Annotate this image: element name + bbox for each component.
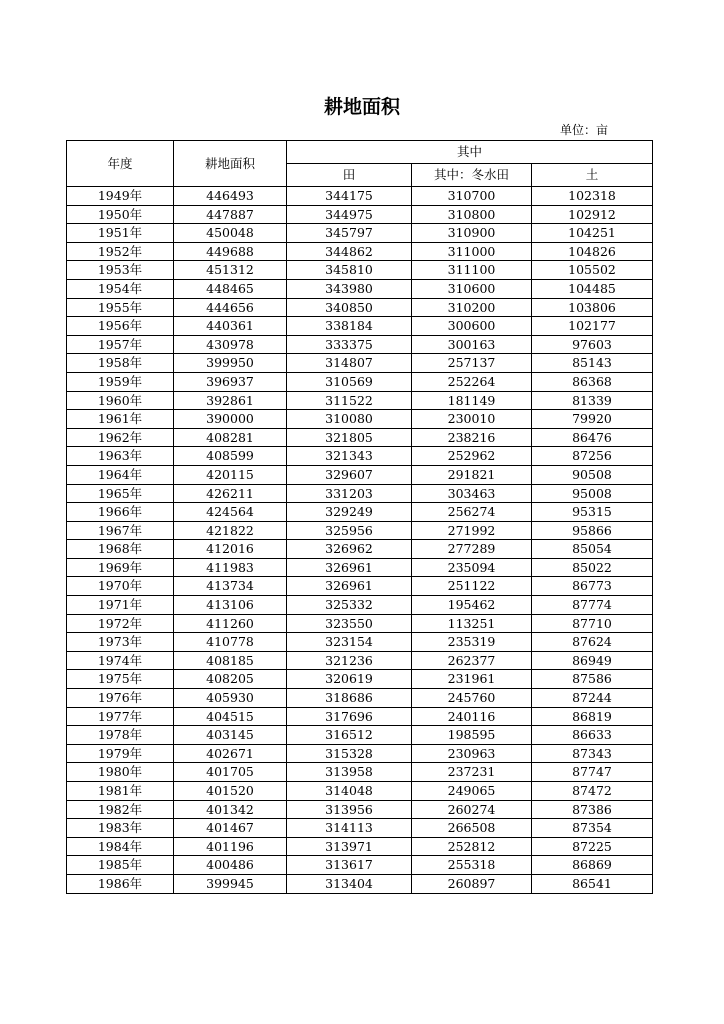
cell-winter-paddy: 310800: [412, 205, 532, 224]
cell-total: 424564: [174, 503, 287, 522]
header-paddy: 田: [287, 164, 412, 187]
cell-winter-paddy: 237231: [412, 763, 532, 782]
cell-year: 1963年: [67, 447, 174, 466]
cell-year: 1972年: [67, 614, 174, 633]
cell-total: 390000: [174, 410, 287, 429]
cell-year: 1983年: [67, 819, 174, 838]
table-row: [67, 577, 653, 596]
cell-dry: 87343: [532, 744, 653, 763]
table-row: [67, 521, 653, 540]
cell-year: 1976年: [67, 689, 174, 708]
cell-paddy: 344175: [287, 187, 412, 206]
table-row: [67, 484, 653, 503]
cell-dry: 103806: [532, 298, 653, 317]
cell-dry: 87586: [532, 670, 653, 689]
cell-paddy: 316512: [287, 726, 412, 745]
cell-paddy: 325956: [287, 521, 412, 540]
cell-dry: 87624: [532, 633, 653, 652]
cell-total: 421822: [174, 521, 287, 540]
cell-year: 1974年: [67, 651, 174, 670]
cell-winter-paddy: 252264: [412, 372, 532, 391]
cell-year: 1970年: [67, 577, 174, 596]
cell-dry: 86773: [532, 577, 653, 596]
table-row: [67, 874, 653, 893]
cell-year: 1956年: [67, 317, 174, 336]
cell-dry: 102912: [532, 205, 653, 224]
table-row: [67, 800, 653, 819]
cell-year: 1961年: [67, 410, 174, 429]
header-group: 其中: [287, 141, 653, 164]
cell-total: 401520: [174, 782, 287, 801]
cell-year: 1982年: [67, 800, 174, 819]
cell-total: 420115: [174, 465, 287, 484]
cell-paddy: 317696: [287, 707, 412, 726]
cell-dry: 105502: [532, 261, 653, 280]
cell-winter-paddy: 310200: [412, 298, 532, 317]
cell-dry: 86949: [532, 651, 653, 670]
cell-paddy: 313617: [287, 856, 412, 875]
cell-paddy: 320619: [287, 670, 412, 689]
cell-year: 1980年: [67, 763, 174, 782]
cell-year: 1975年: [67, 670, 174, 689]
table-row: [67, 744, 653, 763]
cell-year: 1960年: [67, 391, 174, 410]
cell-winter-paddy: 230963: [412, 744, 532, 763]
cell-year: 1957年: [67, 335, 174, 354]
cell-paddy: 338184: [287, 317, 412, 336]
cell-total: 408185: [174, 651, 287, 670]
header-dry: 土: [532, 164, 653, 187]
cell-year: 1981年: [67, 782, 174, 801]
cell-winter-paddy: 240116: [412, 707, 532, 726]
cell-total: 399945: [174, 874, 287, 893]
cell-year: 1952年: [67, 242, 174, 261]
cell-total: 408599: [174, 447, 287, 466]
cell-paddy: 321343: [287, 447, 412, 466]
table-row: [67, 837, 653, 856]
cell-paddy: 315328: [287, 744, 412, 763]
cell-paddy: 325332: [287, 596, 412, 615]
table-row: [67, 298, 653, 317]
table-row: [67, 372, 653, 391]
table-row: [67, 633, 653, 652]
cell-total: 440361: [174, 317, 287, 336]
table-row: [67, 596, 653, 615]
cell-year: 1977年: [67, 707, 174, 726]
cell-year: 1950年: [67, 205, 174, 224]
cell-winter-paddy: 310900: [412, 224, 532, 243]
table-row: [67, 614, 653, 633]
cell-dry: 87256: [532, 447, 653, 466]
cell-dry: 87225: [532, 837, 653, 856]
cell-total: 404515: [174, 707, 287, 726]
cell-winter-paddy: 257137: [412, 354, 532, 373]
cell-winter-paddy: 311000: [412, 242, 532, 261]
table-row: [67, 447, 653, 466]
cell-winter-paddy: 260274: [412, 800, 532, 819]
cell-total: 430978: [174, 335, 287, 354]
table-row: [67, 224, 653, 243]
cell-year: 1985年: [67, 856, 174, 875]
table-row: [67, 707, 653, 726]
cell-paddy: 321805: [287, 428, 412, 447]
cell-winter-paddy: 255318: [412, 856, 532, 875]
table-row: [67, 540, 653, 559]
cell-winter-paddy: 252962: [412, 447, 532, 466]
cell-year: 1951年: [67, 224, 174, 243]
table-row: [67, 428, 653, 447]
cell-paddy: 318686: [287, 689, 412, 708]
cell-paddy: 314807: [287, 354, 412, 373]
cell-winter-paddy: 310700: [412, 187, 532, 206]
cell-winter-paddy: 251122: [412, 577, 532, 596]
cell-paddy: 331203: [287, 484, 412, 503]
cell-winter-paddy: 198595: [412, 726, 532, 745]
cell-winter-paddy: 113251: [412, 614, 532, 633]
cell-total: 401467: [174, 819, 287, 838]
cell-winter-paddy: 195462: [412, 596, 532, 615]
cell-winter-paddy: 235319: [412, 633, 532, 652]
cell-paddy: 313956: [287, 800, 412, 819]
cell-total: 446493: [174, 187, 287, 206]
cell-dry: 86819: [532, 707, 653, 726]
cell-paddy: 326962: [287, 540, 412, 559]
cell-year: 1959年: [67, 372, 174, 391]
cell-winter-paddy: 181149: [412, 391, 532, 410]
table-row: [67, 354, 653, 373]
cell-paddy: 326961: [287, 558, 412, 577]
cell-total: 401705: [174, 763, 287, 782]
cell-total: 410778: [174, 633, 287, 652]
cell-total: 426211: [174, 484, 287, 503]
cell-dry: 85054: [532, 540, 653, 559]
cell-winter-paddy: 311100: [412, 261, 532, 280]
table-row: [67, 763, 653, 782]
cell-total: 396937: [174, 372, 287, 391]
cell-winter-paddy: 235094: [412, 558, 532, 577]
cell-winter-paddy: 262377: [412, 651, 532, 670]
table-row: [67, 782, 653, 801]
cell-year: 1954年: [67, 279, 174, 298]
header-year: 年度: [67, 141, 174, 187]
cell-paddy: 321236: [287, 651, 412, 670]
cell-winter-paddy: 291821: [412, 465, 532, 484]
cell-dry: 104826: [532, 242, 653, 261]
table-row: [67, 856, 653, 875]
cell-total: 399950: [174, 354, 287, 373]
table-row: [67, 465, 653, 484]
cell-year: 1966年: [67, 503, 174, 522]
cell-dry: 87354: [532, 819, 653, 838]
cell-total: 449688: [174, 242, 287, 261]
cell-total: 392861: [174, 391, 287, 410]
cell-year: 1973年: [67, 633, 174, 652]
cell-winter-paddy: 252812: [412, 837, 532, 856]
cell-year: 1978年: [67, 726, 174, 745]
cell-total: 444656: [174, 298, 287, 317]
cell-year: 1949年: [67, 187, 174, 206]
header-total: 耕地面积: [174, 141, 287, 187]
cell-winter-paddy: 230010: [412, 410, 532, 429]
cell-paddy: 314048: [287, 782, 412, 801]
cell-total: 411983: [174, 558, 287, 577]
cell-dry: 90508: [532, 465, 653, 484]
table-row: [67, 187, 653, 206]
cell-dry: 102177: [532, 317, 653, 336]
table-row: [67, 558, 653, 577]
cell-winter-paddy: 245760: [412, 689, 532, 708]
table-row: [67, 726, 653, 745]
table-row: [67, 279, 653, 298]
cell-total: 401196: [174, 837, 287, 856]
cell-paddy: 313958: [287, 763, 412, 782]
cell-year: 1968年: [67, 540, 174, 559]
cell-year: 1986年: [67, 874, 174, 893]
table-row: [67, 670, 653, 689]
cell-dry: 86476: [532, 428, 653, 447]
cell-dry: 95866: [532, 521, 653, 540]
cell-winter-paddy: 266508: [412, 819, 532, 838]
cell-total: 448465: [174, 279, 287, 298]
cell-paddy: 323154: [287, 633, 412, 652]
table-row: [67, 410, 653, 429]
cell-year: 1962年: [67, 428, 174, 447]
cell-dry: 97603: [532, 335, 653, 354]
table-row: [67, 205, 653, 224]
cell-paddy: 333375: [287, 335, 412, 354]
farmland-table: [66, 140, 653, 894]
cell-paddy: 313971: [287, 837, 412, 856]
cell-total: 413734: [174, 577, 287, 596]
cell-winter-paddy: 300163: [412, 335, 532, 354]
table-body: [67, 187, 653, 894]
cell-paddy: 345810: [287, 261, 412, 280]
cell-winter-paddy: 231961: [412, 670, 532, 689]
table-row: [67, 503, 653, 522]
cell-winter-paddy: 271992: [412, 521, 532, 540]
table-row: [67, 689, 653, 708]
cell-total: 451312: [174, 261, 287, 280]
cell-total: 408281: [174, 428, 287, 447]
cell-total: 412016: [174, 540, 287, 559]
cell-year: 1964年: [67, 465, 174, 484]
cell-dry: 87244: [532, 689, 653, 708]
cell-paddy: 345797: [287, 224, 412, 243]
cell-dry: 87710: [532, 614, 653, 633]
cell-total: 408205: [174, 670, 287, 689]
table-row: [67, 819, 653, 838]
page-title: 耕地面积: [323, 96, 400, 118]
table-row: [67, 391, 653, 410]
cell-year: 1969年: [67, 558, 174, 577]
cell-year: 1958年: [67, 354, 174, 373]
cell-total: 400486: [174, 856, 287, 875]
cell-year: 1979年: [67, 744, 174, 763]
cell-dry: 81339: [532, 391, 653, 410]
cell-paddy: 311522: [287, 391, 412, 410]
cell-winter-paddy: 260897: [412, 874, 532, 893]
table-row: [67, 651, 653, 670]
cell-dry: 79920: [532, 410, 653, 429]
cell-total: 403145: [174, 726, 287, 745]
table-row: [67, 261, 653, 280]
cell-year: 1984年: [67, 837, 174, 856]
cell-dry: 102318: [532, 187, 653, 206]
cell-winter-paddy: 256274: [412, 503, 532, 522]
table-row: [67, 335, 653, 354]
cell-paddy: 313404: [287, 874, 412, 893]
cell-total: 450048: [174, 224, 287, 243]
cell-dry: 95315: [532, 503, 653, 522]
cell-paddy: 310080: [287, 410, 412, 429]
cell-winter-paddy: 238216: [412, 428, 532, 447]
cell-year: 1967年: [67, 521, 174, 540]
cell-winter-paddy: 300600: [412, 317, 532, 336]
table-row: [67, 242, 653, 261]
cell-paddy: 310569: [287, 372, 412, 391]
cell-dry: 85022: [532, 558, 653, 577]
cell-total: 405930: [174, 689, 287, 708]
cell-paddy: 323550: [287, 614, 412, 633]
cell-winter-paddy: 303463: [412, 484, 532, 503]
cell-dry: 95008: [532, 484, 653, 503]
cell-total: 447887: [174, 205, 287, 224]
cell-paddy: 329607: [287, 465, 412, 484]
cell-dry: 86633: [532, 726, 653, 745]
cell-paddy: 326961: [287, 577, 412, 596]
cell-paddy: 340850: [287, 298, 412, 317]
cell-dry: 86869: [532, 856, 653, 875]
cell-total: 413106: [174, 596, 287, 615]
cell-dry: 87386: [532, 800, 653, 819]
cell-total: 411260: [174, 614, 287, 633]
cell-dry: 86368: [532, 372, 653, 391]
cell-year: 1965年: [67, 484, 174, 503]
cell-paddy: 314113: [287, 819, 412, 838]
cell-dry: 86541: [532, 874, 653, 893]
cell-paddy: 344975: [287, 205, 412, 224]
cell-year: 1955年: [67, 298, 174, 317]
cell-total: 401342: [174, 800, 287, 819]
cell-winter-paddy: 310600: [412, 279, 532, 298]
cell-dry: 85143: [532, 354, 653, 373]
cell-paddy: 329249: [287, 503, 412, 522]
cell-year: 1953年: [67, 261, 174, 280]
cell-dry: 87472: [532, 782, 653, 801]
cell-winter-paddy: 249065: [412, 782, 532, 801]
table-row: [67, 317, 653, 336]
cell-year: 1971年: [67, 596, 174, 615]
unit-label: 单位：亩: [560, 123, 609, 137]
cell-dry: 87774: [532, 596, 653, 615]
cell-dry: 87747: [532, 763, 653, 782]
cell-dry: 104485: [532, 279, 653, 298]
header-winter-paddy: 其中：冬水田: [412, 164, 532, 187]
cell-winter-paddy: 277289: [412, 540, 532, 559]
cell-paddy: 343980: [287, 279, 412, 298]
cell-total: 402671: [174, 744, 287, 763]
cell-dry: 104251: [532, 224, 653, 243]
cell-paddy: 344862: [287, 242, 412, 261]
